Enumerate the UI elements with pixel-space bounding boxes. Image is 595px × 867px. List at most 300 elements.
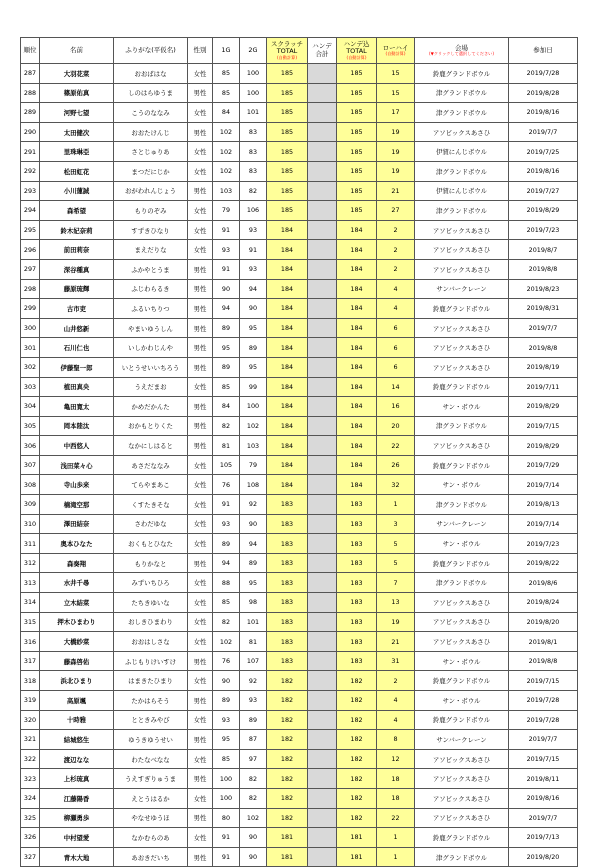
kana-cell[interactable]: しのはらゆうま [114, 83, 188, 103]
game2-cell[interactable]: 95 [240, 318, 267, 338]
venue-select-cell[interactable]: 鈴鹿グランドボウル [415, 377, 509, 397]
handicap-cell[interactable] [308, 534, 337, 554]
venue-select-cell[interactable]: サンバークレーン [415, 279, 509, 299]
name-cell[interactable]: 石川仁也 [40, 338, 114, 358]
game1-cell[interactable]: 91 [213, 495, 240, 515]
handicap-cell[interactable] [308, 475, 337, 495]
handicap-cell[interactable] [308, 279, 337, 299]
venue-select-cell[interactable]: アソビックスあさひ [415, 632, 509, 652]
venue-select-cell[interactable]: 伊賀にんじボウル [415, 181, 509, 201]
kana-cell[interactable]: わたなべなな [114, 749, 188, 769]
kana-cell[interactable]: うえだまお [114, 377, 188, 397]
handicap-cell[interactable] [308, 612, 337, 632]
game2-cell[interactable]: 81 [240, 632, 267, 652]
name-cell[interactable]: 森奏翔 [40, 553, 114, 573]
gender-cell[interactable]: 男性 [188, 357, 213, 377]
name-cell[interactable]: 高原颯 [40, 691, 114, 711]
game1-cell[interactable]: 89 [213, 357, 240, 377]
game2-cell[interactable]: 89 [240, 338, 267, 358]
date-cell[interactable]: 2019/7/13 [509, 828, 578, 848]
venue-select-cell[interactable]: アソビックスあさひ [415, 769, 509, 789]
handicap-cell[interactable] [308, 240, 337, 260]
gender-cell[interactable]: 男性 [188, 181, 213, 201]
gender-cell[interactable]: 女性 [188, 593, 213, 613]
name-cell[interactable]: 押木ひまわり [40, 612, 114, 632]
game2-cell[interactable]: 83 [240, 142, 267, 162]
date-cell[interactable]: 2019/7/27 [509, 181, 578, 201]
venue-select-cell[interactable]: 津グランドボウル [415, 847, 509, 867]
name-cell[interactable]: 河野七望 [40, 103, 114, 123]
kana-cell[interactable]: ふじもりけいすけ [114, 651, 188, 671]
game2-cell[interactable]: 91 [240, 240, 267, 260]
handicap-cell[interactable] [308, 83, 337, 103]
game1-cell[interactable]: 76 [213, 651, 240, 671]
venue-select-cell[interactable]: アソビックスあさひ [415, 259, 509, 279]
handicap-cell[interactable] [308, 514, 337, 534]
kana-cell[interactable]: うえすぎりゅうま [114, 769, 188, 789]
game1-cell[interactable]: 105 [213, 455, 240, 475]
venue-select-cell[interactable]: 津グランドボウル [415, 495, 509, 515]
date-cell[interactable]: 2019/7/11 [509, 377, 578, 397]
date-cell[interactable]: 2019/8/16 [509, 103, 578, 123]
game1-cell[interactable]: 85 [213, 593, 240, 613]
venue-select-cell[interactable]: アソビックスあさひ [415, 357, 509, 377]
game1-cell[interactable]: 95 [213, 338, 240, 358]
date-cell[interactable]: 2019/8/6 [509, 573, 578, 593]
venue-select-cell[interactable]: アソビックスあさひ [415, 808, 509, 828]
date-cell[interactable]: 2019/7/23 [509, 220, 578, 240]
gender-cell[interactable]: 男性 [188, 259, 213, 279]
name-cell[interactable]: 中村望愛 [40, 828, 114, 848]
kana-cell[interactable]: おかもとりくた [114, 416, 188, 436]
handicap-cell[interactable] [308, 691, 337, 711]
game1-cell[interactable]: 102 [213, 632, 240, 652]
venue-select-cell[interactable]: サンバークレーン [415, 514, 509, 534]
name-cell[interactable]: 藤原琉輝 [40, 279, 114, 299]
game2-cell[interactable]: 83 [240, 161, 267, 181]
venue-select-cell[interactable]: アソビックスあさひ [415, 612, 509, 632]
game1-cell[interactable]: 84 [213, 103, 240, 123]
name-cell[interactable]: 古市吏 [40, 299, 114, 319]
handicap-cell[interactable] [308, 357, 337, 377]
name-cell[interactable]: 大羽花菜 [40, 64, 114, 84]
gender-cell[interactable]: 女性 [188, 534, 213, 554]
kana-cell[interactable]: なかむらのあ [114, 828, 188, 848]
date-cell[interactable]: 2019/7/7 [509, 730, 578, 750]
name-cell[interactable]: 山井悠新 [40, 318, 114, 338]
game2-cell[interactable]: 95 [240, 573, 267, 593]
date-cell[interactable]: 2019/8/29 [509, 436, 578, 456]
venue-select-cell[interactable]: 鈴鹿グランドボウル [415, 828, 509, 848]
venue-select-cell[interactable]: サンバークレーン [415, 730, 509, 750]
game2-cell[interactable]: 82 [240, 181, 267, 201]
gender-cell[interactable]: 女性 [188, 142, 213, 162]
date-cell[interactable]: 2019/8/11 [509, 769, 578, 789]
game1-cell[interactable]: 100 [213, 788, 240, 808]
date-cell[interactable]: 2019/8/16 [509, 161, 578, 181]
gender-cell[interactable]: 女性 [188, 475, 213, 495]
kana-cell[interactable]: もりのぞみ [114, 201, 188, 221]
gender-cell[interactable]: 女性 [188, 161, 213, 181]
date-cell[interactable]: 2019/7/14 [509, 475, 578, 495]
game1-cell[interactable]: 88 [213, 573, 240, 593]
date-cell[interactable]: 2019/8/20 [509, 847, 578, 867]
venue-select-cell[interactable]: アソビックスあさひ [415, 318, 509, 338]
gender-cell[interactable]: 男性 [188, 299, 213, 319]
date-cell[interactable]: 2019/7/14 [509, 514, 578, 534]
game1-cell[interactable]: 90 [213, 279, 240, 299]
name-cell[interactable]: 岡本陸汰 [40, 416, 114, 436]
date-cell[interactable]: 2019/8/22 [509, 553, 578, 573]
kana-cell[interactable]: えとうはるか [114, 788, 188, 808]
kana-cell[interactable]: おしきひまわり [114, 612, 188, 632]
date-cell[interactable]: 2019/7/15 [509, 416, 578, 436]
kana-cell[interactable]: こうのななみ [114, 103, 188, 123]
name-cell[interactable]: 浅田菜々心 [40, 455, 114, 475]
gender-cell[interactable]: 男性 [188, 769, 213, 789]
game2-cell[interactable]: 101 [240, 103, 267, 123]
date-cell[interactable]: 2019/8/23 [509, 279, 578, 299]
handicap-cell[interactable] [308, 651, 337, 671]
game1-cell[interactable]: 89 [213, 318, 240, 338]
date-cell[interactable]: 2019/7/7 [509, 122, 578, 142]
venue-select-cell[interactable]: 鈴鹿グランドボウル [415, 671, 509, 691]
gender-cell[interactable]: 女性 [188, 201, 213, 221]
kana-cell[interactable]: おおばはな [114, 64, 188, 84]
game1-cell[interactable]: 95 [213, 730, 240, 750]
game2-cell[interactable]: 100 [240, 397, 267, 417]
game1-cell[interactable]: 89 [213, 534, 240, 554]
kana-cell[interactable]: いとうせいいちろう [114, 357, 188, 377]
gender-cell[interactable]: 女性 [188, 495, 213, 515]
date-cell[interactable]: 2019/8/20 [509, 612, 578, 632]
game1-cell[interactable]: 100 [213, 769, 240, 789]
game1-cell[interactable]: 76 [213, 475, 240, 495]
venue-select-cell[interactable]: 鈴鹿グランドボウル [415, 455, 509, 475]
name-cell[interactable]: 柳瀬勇歩 [40, 808, 114, 828]
game1-cell[interactable]: 94 [213, 299, 240, 319]
game1-cell[interactable]: 79 [213, 201, 240, 221]
name-cell[interactable]: 立木結菜 [40, 593, 114, 613]
venue-select-cell[interactable]: サン・ボウル [415, 691, 509, 711]
game1-cell[interactable]: 102 [213, 142, 240, 162]
name-cell[interactable]: 水井千尋 [40, 573, 114, 593]
game1-cell[interactable]: 91 [213, 828, 240, 848]
name-cell[interactable]: 中西悠人 [40, 436, 114, 456]
game2-cell[interactable]: 99 [240, 377, 267, 397]
venue-select-cell[interactable]: 伊賀にんじボウル [415, 142, 509, 162]
game2-cell[interactable]: 102 [240, 808, 267, 828]
game1-cell[interactable]: 89 [213, 691, 240, 711]
handicap-cell[interactable] [308, 455, 337, 475]
name-cell[interactable]: 植田真央 [40, 377, 114, 397]
game2-cell[interactable]: 100 [240, 83, 267, 103]
kana-cell[interactable]: ふるいちりつ [114, 299, 188, 319]
date-cell[interactable]: 2019/8/19 [509, 357, 578, 377]
gender-cell[interactable]: 女性 [188, 573, 213, 593]
gender-cell[interactable]: 男性 [188, 691, 213, 711]
date-cell[interactable]: 2019/7/7 [509, 808, 578, 828]
gender-cell[interactable]: 女性 [188, 220, 213, 240]
game1-cell[interactable]: 81 [213, 436, 240, 456]
kana-cell[interactable]: さわだゆな [114, 514, 188, 534]
game2-cell[interactable]: 94 [240, 279, 267, 299]
kana-cell[interactable]: みずいちひろ [114, 573, 188, 593]
game2-cell[interactable]: 98 [240, 593, 267, 613]
kana-cell[interactable]: やまいゆうしん [114, 318, 188, 338]
gender-cell[interactable]: 男性 [188, 553, 213, 573]
date-cell[interactable]: 2019/7/7 [509, 318, 578, 338]
name-cell[interactable]: 里珠琳亞 [40, 142, 114, 162]
handicap-cell[interactable] [308, 103, 337, 123]
date-cell[interactable]: 2019/8/29 [509, 397, 578, 417]
handicap-cell[interactable] [308, 436, 337, 456]
handicap-cell[interactable] [308, 808, 337, 828]
gender-cell[interactable]: 男性 [188, 651, 213, 671]
handicap-cell[interactable] [308, 181, 337, 201]
game2-cell[interactable]: 83 [240, 122, 267, 142]
handicap-cell[interactable] [308, 142, 337, 162]
venue-select-cell[interactable]: 鈴鹿グランドボウル [415, 710, 509, 730]
game2-cell[interactable]: 107 [240, 651, 267, 671]
venue-select-cell[interactable]: サン・ボウル [415, 397, 509, 417]
date-cell[interactable]: 2019/8/31 [509, 299, 578, 319]
game2-cell[interactable]: 100 [240, 64, 267, 84]
kana-cell[interactable]: おがわれんじょう [114, 181, 188, 201]
game1-cell[interactable]: 91 [213, 220, 240, 240]
venue-select-cell[interactable]: 鈴鹿グランドボウル [415, 64, 509, 84]
gender-cell[interactable]: 女性 [188, 240, 213, 260]
handicap-cell[interactable] [308, 416, 337, 436]
game2-cell[interactable]: 79 [240, 455, 267, 475]
handicap-cell[interactable] [308, 64, 337, 84]
date-cell[interactable]: 2019/8/8 [509, 259, 578, 279]
game2-cell[interactable]: 82 [240, 769, 267, 789]
venue-select-cell[interactable]: アソビックスあさひ [415, 220, 509, 240]
gender-cell[interactable]: 女性 [188, 514, 213, 534]
game2-cell[interactable]: 90 [240, 514, 267, 534]
kana-cell[interactable]: ふじわらるき [114, 279, 188, 299]
handicap-cell[interactable] [308, 299, 337, 319]
venue-select-cell[interactable]: アソビックスあさひ [415, 436, 509, 456]
name-cell[interactable]: 藤森啓佑 [40, 651, 114, 671]
date-cell[interactable]: 2019/8/7 [509, 240, 578, 260]
game1-cell[interactable]: 93 [213, 240, 240, 260]
date-cell[interactable]: 2019/7/15 [509, 671, 578, 691]
date-cell[interactable]: 2019/8/8 [509, 338, 578, 358]
game2-cell[interactable]: 93 [240, 220, 267, 240]
date-cell[interactable]: 2019/7/28 [509, 64, 578, 84]
gender-cell[interactable]: 女性 [188, 64, 213, 84]
name-cell[interactable]: 結城悠生 [40, 730, 114, 750]
venue-select-cell[interactable]: アソビックスあさひ [415, 593, 509, 613]
gender-cell[interactable]: 女性 [188, 828, 213, 848]
game2-cell[interactable]: 87 [240, 730, 267, 750]
venue-select-cell[interactable]: 津グランドボウル [415, 201, 509, 221]
date-cell[interactable]: 2019/7/28 [509, 691, 578, 711]
venue-select-cell[interactable]: アソビックスあさひ [415, 122, 509, 142]
name-cell[interactable]: 篠原佑真 [40, 83, 114, 103]
kana-cell[interactable]: おおたけんじ [114, 122, 188, 142]
game2-cell[interactable]: 103 [240, 436, 267, 456]
name-cell[interactable]: 小川蓮誠 [40, 181, 114, 201]
game1-cell[interactable]: 91 [213, 847, 240, 867]
venue-select-cell[interactable]: サン・ボウル [415, 534, 509, 554]
handicap-cell[interactable] [308, 593, 337, 613]
gender-cell[interactable]: 男性 [188, 847, 213, 867]
handicap-cell[interactable] [308, 397, 337, 417]
game1-cell[interactable]: 90 [213, 671, 240, 691]
name-cell[interactable]: 森希望 [40, 201, 114, 221]
game1-cell[interactable]: 91 [213, 259, 240, 279]
handicap-cell[interactable] [308, 553, 337, 573]
name-cell[interactable]: 伊藤聖一郎 [40, 357, 114, 377]
game2-cell[interactable]: 93 [240, 259, 267, 279]
kana-cell[interactable]: あおきだいち [114, 847, 188, 867]
venue-select-cell[interactable]: 津グランドボウル [415, 573, 509, 593]
handicap-cell[interactable] [308, 338, 337, 358]
name-cell[interactable]: 深谷種真 [40, 259, 114, 279]
venue-select-cell[interactable]: アソビックスあさひ [415, 338, 509, 358]
venue-select-cell[interactable]: サン・ボウル [415, 475, 509, 495]
game1-cell[interactable]: 80 [213, 808, 240, 828]
game2-cell[interactable]: 94 [240, 534, 267, 554]
name-cell[interactable]: 亀田寛太 [40, 397, 114, 417]
kana-cell[interactable]: たかはらそう [114, 691, 188, 711]
game2-cell[interactable]: 102 [240, 416, 267, 436]
kana-cell[interactable]: とときみやび [114, 710, 188, 730]
handicap-cell[interactable] [308, 259, 337, 279]
game1-cell[interactable]: 82 [213, 416, 240, 436]
gender-cell[interactable]: 男性 [188, 83, 213, 103]
kana-cell[interactable]: さとじゅりあ [114, 142, 188, 162]
gender-cell[interactable]: 男性 [188, 397, 213, 417]
game2-cell[interactable]: 101 [240, 612, 267, 632]
name-cell[interactable]: 大橋紗菜 [40, 632, 114, 652]
game2-cell[interactable]: 106 [240, 201, 267, 221]
game1-cell[interactable]: 93 [213, 710, 240, 730]
game2-cell[interactable]: 90 [240, 847, 267, 867]
gender-cell[interactable]: 男性 [188, 436, 213, 456]
venue-select-cell[interactable]: 津グランドボウル [415, 161, 509, 181]
venue-select-cell[interactable]: 津グランドボウル [415, 83, 509, 103]
kana-cell[interactable]: まつだにじか [114, 161, 188, 181]
handicap-cell[interactable] [308, 632, 337, 652]
game2-cell[interactable]: 92 [240, 671, 267, 691]
kana-cell[interactable]: ふかやとうま [114, 259, 188, 279]
handicap-cell[interactable] [308, 495, 337, 515]
kana-cell[interactable]: おくもとひなた [114, 534, 188, 554]
handicap-cell[interactable] [308, 161, 337, 181]
gender-cell[interactable]: 女性 [188, 377, 213, 397]
date-cell[interactable]: 2019/8/16 [509, 788, 578, 808]
handicap-cell[interactable] [308, 318, 337, 338]
gender-cell[interactable]: 男性 [188, 279, 213, 299]
handicap-cell[interactable] [308, 847, 337, 867]
date-cell[interactable]: 2019/8/13 [509, 495, 578, 515]
gender-cell[interactable]: 女性 [188, 103, 213, 123]
date-cell[interactable]: 2019/7/25 [509, 142, 578, 162]
game1-cell[interactable]: 85 [213, 83, 240, 103]
game1-cell[interactable]: 85 [213, 64, 240, 84]
kana-cell[interactable]: たちきゆいな [114, 593, 188, 613]
game1-cell[interactable]: 84 [213, 397, 240, 417]
kana-cell[interactable]: やなせゆうほ [114, 808, 188, 828]
name-cell[interactable]: 青木大地 [40, 847, 114, 867]
venue-select-cell[interactable]: 鈴鹿グランドボウル [415, 299, 509, 319]
venue-select-cell[interactable]: アソビックスあさひ [415, 788, 509, 808]
gender-cell[interactable]: 男性 [188, 122, 213, 142]
handicap-cell[interactable] [308, 828, 337, 848]
game1-cell[interactable]: 93 [213, 514, 240, 534]
game1-cell[interactable]: 103 [213, 181, 240, 201]
venue-select-cell[interactable]: 津グランドボウル [415, 103, 509, 123]
game2-cell[interactable]: 92 [240, 495, 267, 515]
kana-cell[interactable]: はまきたひまり [114, 671, 188, 691]
name-cell[interactable]: 浜北ひまり [40, 671, 114, 691]
venue-select-cell[interactable]: 鈴鹿グランドボウル [415, 553, 509, 573]
handicap-cell[interactable] [308, 769, 337, 789]
game2-cell[interactable]: 90 [240, 299, 267, 319]
date-cell[interactable]: 2019/8/8 [509, 651, 578, 671]
game2-cell[interactable]: 108 [240, 475, 267, 495]
kana-cell[interactable]: ゆうきゆうせい [114, 730, 188, 750]
kana-cell[interactable]: かめだかんた [114, 397, 188, 417]
name-cell[interactable]: 十時雅 [40, 710, 114, 730]
handicap-cell[interactable] [308, 122, 337, 142]
handicap-cell[interactable] [308, 573, 337, 593]
handicap-cell[interactable] [308, 201, 337, 221]
game2-cell[interactable]: 89 [240, 553, 267, 573]
date-cell[interactable]: 2019/8/24 [509, 593, 578, 613]
gender-cell[interactable]: 女性 [188, 612, 213, 632]
kana-cell[interactable]: くすたきそな [114, 495, 188, 515]
game2-cell[interactable]: 89 [240, 710, 267, 730]
gender-cell[interactable]: 男性 [188, 808, 213, 828]
gender-cell[interactable]: 男性 [188, 318, 213, 338]
kana-cell[interactable]: すずきひなり [114, 220, 188, 240]
kana-cell[interactable]: まえだりな [114, 240, 188, 260]
venue-select-cell[interactable]: アソビックスあさひ [415, 240, 509, 260]
gender-cell[interactable]: 男性 [188, 338, 213, 358]
handicap-cell[interactable] [308, 671, 337, 691]
date-cell[interactable]: 2019/7/23 [509, 534, 578, 554]
handicap-cell[interactable] [308, 710, 337, 730]
kana-cell[interactable]: もりかなと [114, 553, 188, 573]
venue-select-cell[interactable]: 津グランドボウル [415, 416, 509, 436]
game2-cell[interactable]: 93 [240, 691, 267, 711]
name-cell[interactable]: 上杉琉真 [40, 769, 114, 789]
game1-cell[interactable]: 102 [213, 122, 240, 142]
date-cell[interactable]: 2019/8/1 [509, 632, 578, 652]
game1-cell[interactable]: 82 [213, 612, 240, 632]
kana-cell[interactable]: てらやまあこ [114, 475, 188, 495]
game2-cell[interactable]: 97 [240, 749, 267, 769]
name-cell[interactable]: 楠滝空那 [40, 495, 114, 515]
handicap-cell[interactable] [308, 730, 337, 750]
gender-cell[interactable]: 女性 [188, 710, 213, 730]
gender-cell[interactable]: 女性 [188, 632, 213, 652]
name-cell[interactable]: 奥本ひなた [40, 534, 114, 554]
kana-cell[interactable]: なかにしはると [114, 436, 188, 456]
gender-cell[interactable]: 女性 [188, 455, 213, 475]
gender-cell[interactable]: 男性 [188, 730, 213, 750]
gender-cell[interactable]: 女性 [188, 788, 213, 808]
name-cell[interactable]: 澤田結奈 [40, 514, 114, 534]
handicap-cell[interactable] [308, 377, 337, 397]
handicap-cell[interactable] [308, 220, 337, 240]
kana-cell[interactable]: いしかわじんや [114, 338, 188, 358]
